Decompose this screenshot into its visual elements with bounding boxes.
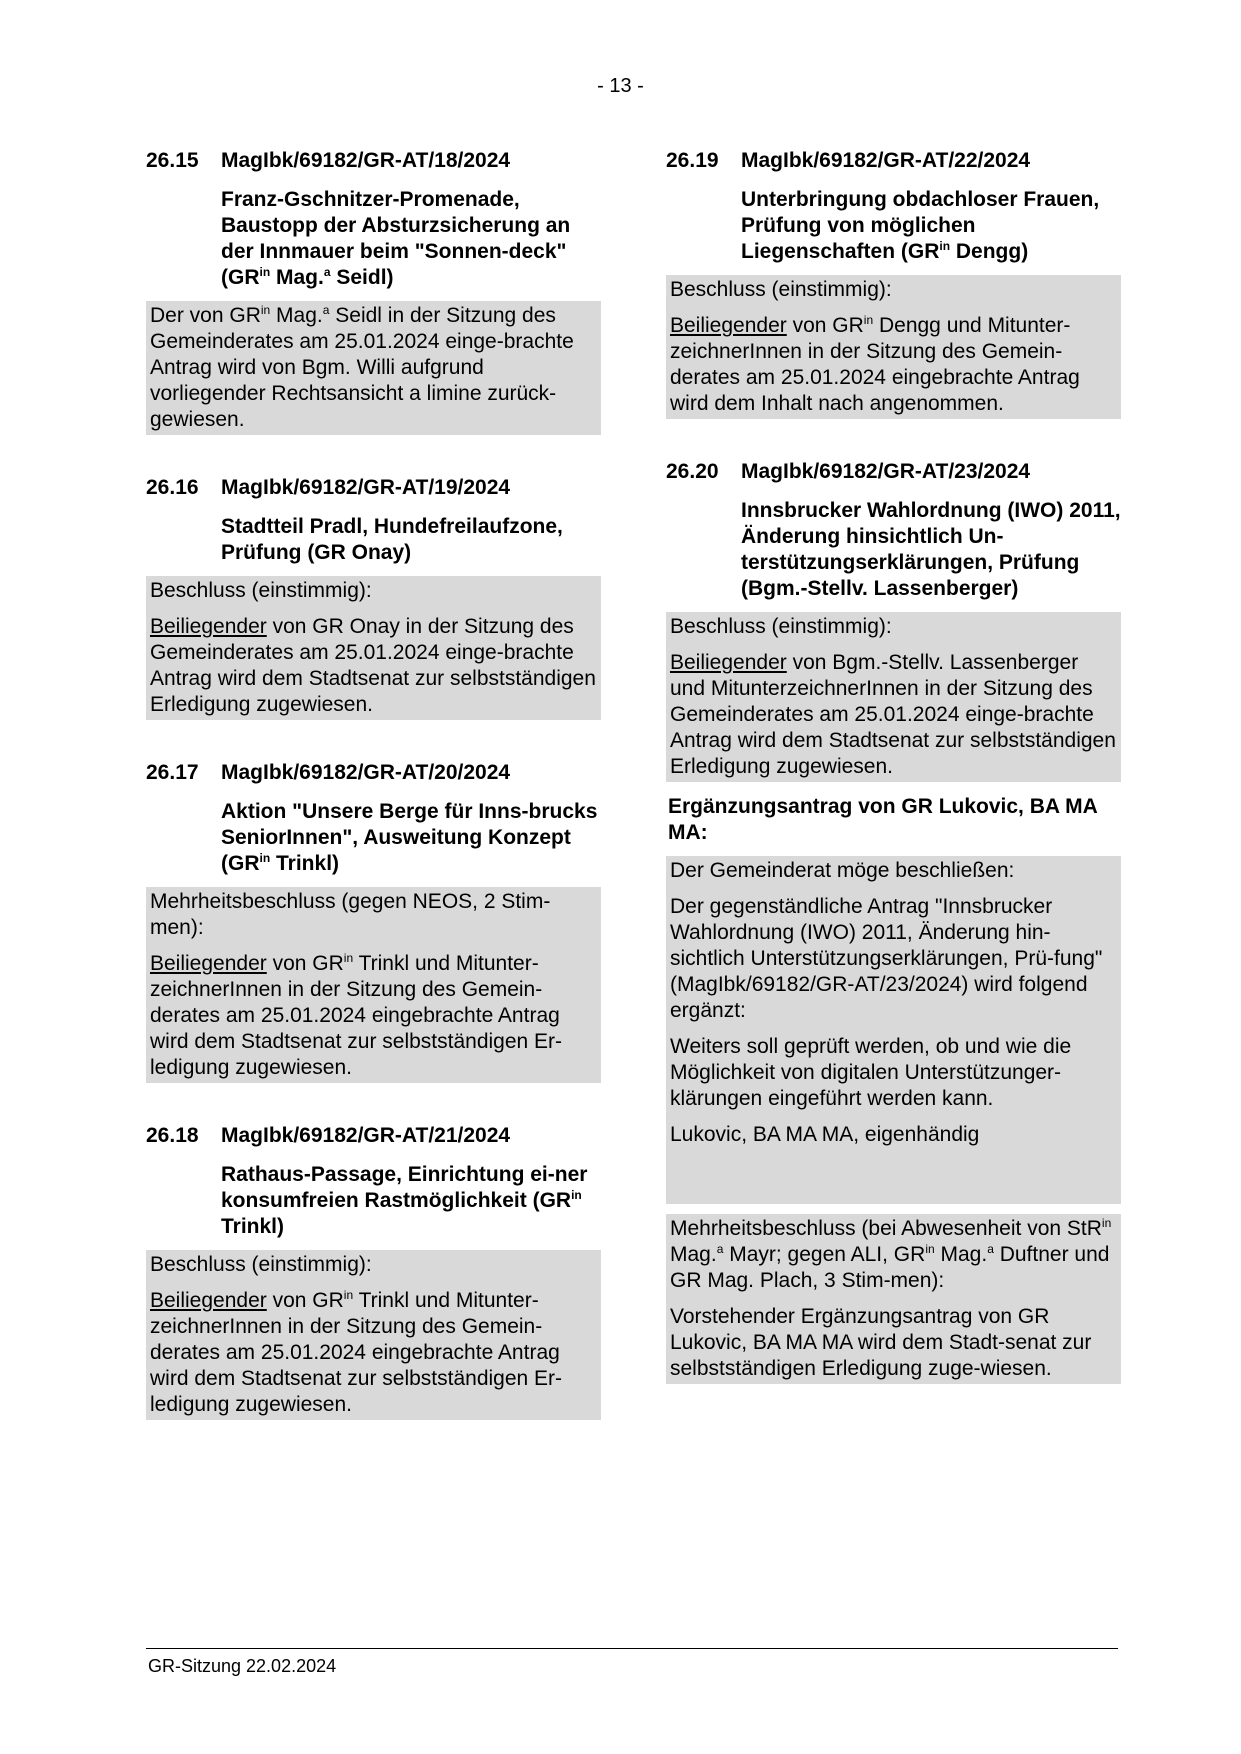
agenda-item-26-20 <box>666 459 1121 1384</box>
page-number: - 13 - <box>597 75 644 97</box>
resolution-text: Beiliegender von $GR^{in}$ Trinkl und Mitunter-zeichnerInnen in der Sitzung des Gemein-derates am 25.01.2024 eingebrachte Antrag wird dem Stadtsenat zur selbstständigen Er-ledigung zugewiesen. <box>150 951 563 1079</box>
resolution-box <box>146 1250 601 1420</box>
resolution-box <box>666 275 1121 419</box>
item-number: 26.19 <box>666 149 719 172</box>
amendment-title: Ergänzungsantrag von GR Lukovic, BA MA MA: <box>668 795 1097 844</box>
resolution-type: Beschluss (einstimmig): <box>150 579 372 602</box>
agenda-item-26-16 <box>146 475 601 720</box>
amendment-intro: Der Gemeinderat möge beschließen: <box>670 859 1015 882</box>
item-reference: MagIbk/69182/GR-AT/19/2024 <box>221 476 511 499</box>
item-title: Aktion "Unsere Berge für Inns-brucks SeniorInnen", Ausweitung Konzept ($GR^{in}$ Trinkl) <box>221 800 598 875</box>
item-number: 26.16 <box>146 476 199 499</box>
agenda-item-26-19 <box>666 148 1121 419</box>
item-title: Unterbringung obdachloser Frauen, Prüfung von möglichen Liegenschaften ($GR^{in}$ Dengg) <box>741 188 1100 263</box>
resolution-type: Beschluss (einstimmig): <box>150 1253 372 1276</box>
resolution-text: Beiliegender von Bgm.-Stellv. Lassenberger und MitunterzeichnerInnen in der Sitzung des Gemeinderates am 25.01.2024 einge-brachte Antrag wird dem Stadtsenat zur selbstständigen Erledigung zugewiesen. <box>670 651 1116 778</box>
item-reference: MagIbk/69182/GR-AT/18/2024 <box>221 149 511 172</box>
item-number: 26.18 <box>146 1124 199 1147</box>
resolution-box <box>146 887 601 1083</box>
item-number: 26.17 <box>146 761 199 784</box>
amendment-text: Weiters soll geprüft werden, ob und wie die Möglichkeit von digitalen Unterstützunger-klärungen eingeführt werden kann. <box>670 1035 1072 1110</box>
item-title: Innsbrucker Wahlordnung (IWO) 2011, Änderung hinsichtlich Un-terstützungserklärungen, Prüfung (Bgm.-Stellv. Lassenberger) <box>741 499 1121 600</box>
resolution-text: Beiliegender von $GR^{in}$ Dengg und Mitunter-zeichnerInnen in der Sitzung des Gemein-derates am 25.01.2024 eingebrachte Antrag wird dem Inhalt nach angenommen. <box>670 313 1080 415</box>
item-title: Stadtteil Pradl, Hundefreilaufzone, Prüfung (GR Onay) <box>221 515 563 564</box>
amendment-signature: Lukovic, BA MA MA, eigenhändig <box>670 1123 980 1146</box>
resolution-text: Beiliegender von $GR^{in}$ Trinkl und Mitunter-zeichnerInnen in der Sitzung des Gemein-derates am 25.01.2024 eingebrachte Antrag wird dem Stadtsenat zur selbstständigen Er-ledigung zugewiesen. <box>150 1288 563 1416</box>
item-number: 26.20 <box>666 460 719 483</box>
amendment-text: Der gegenständliche Antrag "Innsbrucker Wahlordnung (IWO) 2011, Änderung hin-sichtlich Unterstützungserklärungen, Prü-fung" (MagIbk/69182/GR-AT/23/2024) wird folgend ergänzt: <box>670 895 1103 1022</box>
resolution-type: Beschluss (einstimmig): <box>670 278 892 301</box>
final-resolution-box <box>666 1214 1121 1384</box>
item-reference: MagIbk/69182/GR-AT/20/2024 <box>221 761 511 784</box>
item-reference: MagIbk/69182/GR-AT/21/2024 <box>221 1124 511 1147</box>
left-column <box>146 148 601 1460</box>
resolution-text: Vorstehender Ergänzungsantrag von GR Lukovic, BA MA MA wird dem Stadt-senat zur selbstständigen Erledigung zuge-wiesen. <box>670 1305 1092 1380</box>
item-title: Rathaus-Passage, Einrichtung ei-ner konsumfreien Rastmöglichkeit ($GR^{in}$ Trinkl) <box>221 1163 588 1238</box>
resolution-text: Beiliegender von GR Onay in der Sitzung des Gemeinderates am 25.01.2024 einge-brachte Antrag wird dem Stadtsenat zur selbstständigen Erledigung zugewiesen. <box>150 615 596 716</box>
agenda-item-26-18 <box>146 1123 601 1420</box>
resolution-box <box>666 612 1121 782</box>
item-title: Franz-Gschnitzer-Promenade, Baustopp der Absturzsicherung an der Innmauer beim "Sonnen-deck" ($GR^{in}$ Mag.$^a$ Seidl) <box>221 188 571 289</box>
resolution-text: Der von $GR^{in}$ Mag.$^a$ Seidl in der Sitzung des Gemeinderates am 25.01.2024 einge-brachte Antrag wird von Bgm. Willi aufgrund vorliegender Rechtsansicht a limine zurück-gewiesen. <box>150 303 574 431</box>
right-column <box>666 148 1121 1424</box>
footer-divider <box>146 1648 1118 1649</box>
item-number: 26.15 <box>146 149 199 172</box>
item-reference: MagIbk/69182/GR-AT/22/2024 <box>741 149 1031 172</box>
agenda-item-26-17 <box>146 760 601 1083</box>
item-reference: MagIbk/69182/GR-AT/23/2024 <box>741 460 1031 483</box>
amendment-box <box>666 856 1121 1204</box>
resolution-type: Beschluss (einstimmig): <box>670 615 892 638</box>
resolution-box <box>146 301 601 435</box>
agenda-item-26-15 <box>146 148 601 435</box>
resolution-box <box>146 576 601 720</box>
resolution-type: Mehrheitsbeschluss (bei Abwesenheit von StR$^{in}$ Mag.$^a$ Mayr; gegen ALI, $GR^{in}$ Mag.$^a$ Duftner und GR Mag. Plach, 3 Stim-men): <box>670 1216 1112 1292</box>
footer-text: GR-Sitzung 22.02.2024 <box>148 1656 337 1676</box>
resolution-type: Mehrheitsbeschluss (gegen NEOS, 2 Stim-men): <box>150 890 551 939</box>
